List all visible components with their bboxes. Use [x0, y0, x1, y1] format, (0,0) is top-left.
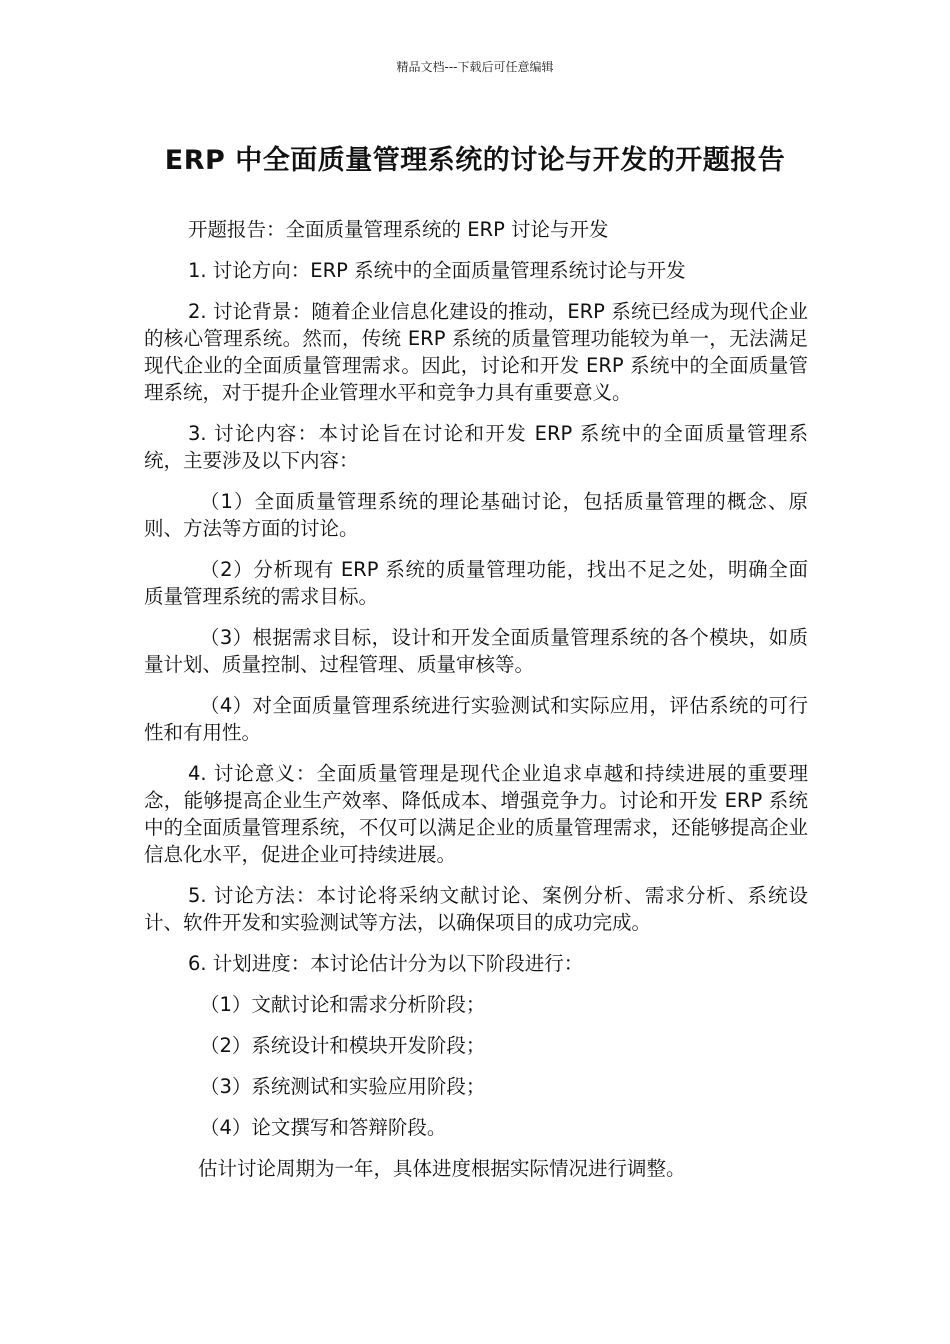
- schedule-item: （4）论文撰写和答辩阶段。: [200, 1116, 447, 1139]
- content-item: （1）全面质量管理系统的理论基础讨论，包括质量管理的概念、原则、方法等方面的讨论。: [144, 490, 808, 540]
- document-body: [144, 216, 808, 1196]
- report-subtitle: 开题报告：全面质量管理系统的 ERP 讨论与开发: [188, 218, 609, 241]
- section-method: 5. 讨论方法：本讨论将采纳文献讨论、案例分析、需求分析、系统设计、软件开发和实验测试等方法，以确保项目的成功完成。: [144, 884, 808, 934]
- section-direction: 1. 讨论方向：ERP 系统中的全面质量管理系统讨论与开发: [188, 259, 686, 282]
- document-title: ERP 中全面质量管理系统的讨论与开发的开题报告: [164, 145, 786, 176]
- section-schedule: 6. 计划进度：本讨论估计分为以下阶段进行：: [188, 952, 584, 975]
- schedule-note: 估计讨论周期为一年，具体进度根据实际情况进行调整。: [198, 1157, 686, 1180]
- schedule-item: （3）系统测试和实验应用阶段；: [200, 1075, 486, 1098]
- content-item: （4）对全面质量管理系统进行实验测试和实际应用，评估系统的可行性和有用性。: [144, 694, 808, 744]
- section-significance: 4. 讨论意义：全面质量管理是现代企业追求卓越和持续进展的重要理念，能够提高企业生产效率、降低成本、增强竞争力。讨论和开发 ERP 系统中的全面质量管理系统，不仅可以满足企业的质量管理需求，还能够提高企业信息化水平，促进企业可持续进展。: [144, 762, 808, 866]
- section-background: 2. 讨论背景：随着企业信息化建设的推动，ERP 系统已经成为现代企业的核心管理系统。然而，传统 ERP 系统的质量管理功能较为单一，无法满足现代企业的全面质量管理需求。因此，讨论和开发 ERP 系统中的全面质量管理系统，对于提升企业管理水平和竞争力具有重要意义。: [144, 300, 808, 404]
- schedule-item: （2）系统设计和模块开发阶段；: [200, 1034, 486, 1057]
- header-note: 精品文档---下载后可任意编辑: [396, 60, 554, 74]
- content-item: （3）根据需求目标，设计和开发全面质量管理系统的各个模块，如质量计划、质量控制、过程管理、质量审核等。: [144, 626, 808, 676]
- content-item: （2）分析现有 ERP 系统的质量管理功能，找出不足之处，明确全面质量管理系统的需求目标。: [144, 558, 808, 608]
- schedule-item: （1）文献讨论和需求分析阶段；: [200, 993, 486, 1016]
- section-content: 3. 讨论内容：本讨论旨在讨论和开发 ERP 系统中的全面质量管理系统，主要涉及以下内容：: [144, 422, 808, 472]
